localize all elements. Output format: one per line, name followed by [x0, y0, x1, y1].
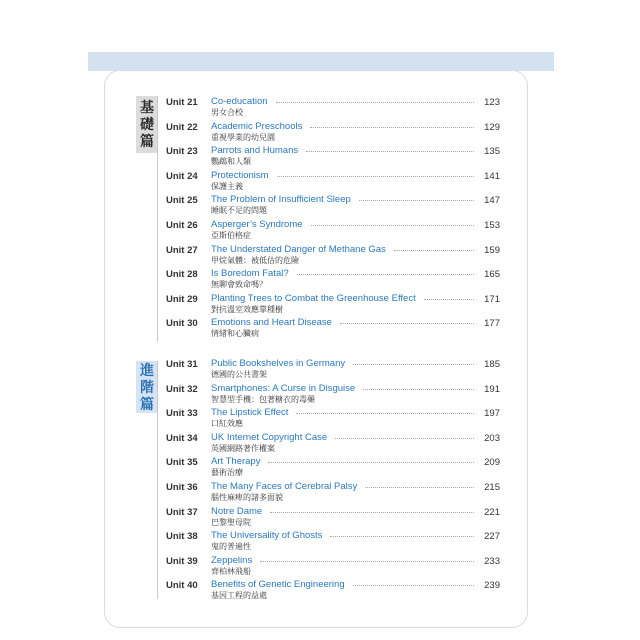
section-label-char: 礎: [140, 116, 154, 132]
unit-chinese-title: 對抗溫室效應靠種樹: [211, 305, 283, 314]
unit-title[interactable]: Zeppelins: [211, 555, 253, 566]
toc-entry[interactable]: [166, 383, 500, 407]
unit-title[interactable]: The Lipstick Effect: [211, 407, 289, 418]
unit-number: Unit 34: [166, 433, 198, 444]
unit-number: Unit 25: [166, 195, 198, 206]
dot-leader: [353, 364, 474, 365]
unit-chinese-title: 巴黎聖母院: [211, 518, 251, 527]
unit-number: Unit 24: [166, 171, 198, 182]
unit-chinese-title: 德國的公共書架: [211, 370, 267, 379]
dot-leader: [297, 274, 474, 275]
section-label-basic: [136, 96, 158, 153]
unit-chinese-title: 口紅效應: [211, 419, 243, 428]
dot-leader: [277, 176, 474, 177]
unit-title[interactable]: Asperger’s Syndrome: [211, 219, 303, 230]
dot-leader: [340, 323, 474, 324]
page-number: 221: [484, 507, 500, 518]
dot-leader: [363, 389, 474, 390]
dot-leader: [330, 536, 474, 537]
unit-number: Unit 33: [166, 408, 198, 419]
page-number: 171: [484, 294, 500, 305]
toc-entry[interactable]: [166, 121, 500, 145]
dot-leader: [359, 200, 474, 201]
toc-entry[interactable]: [166, 317, 500, 341]
unit-title[interactable]: Art Therapy: [211, 456, 261, 467]
dot-leader: [296, 413, 474, 414]
unit-chinese-title: 腦性麻痺的諸多面貌: [211, 493, 283, 502]
unit-title[interactable]: The Problem of Insufficient Sleep: [211, 194, 351, 205]
unit-chinese-title: 情緒和心臟病: [211, 329, 259, 338]
section-label-advanced: [136, 361, 158, 413]
section-label-char: 進: [140, 361, 154, 378]
unit-title[interactable]: Emotions and Heart Disease: [211, 317, 332, 328]
unit-number: Unit 22: [166, 122, 198, 133]
unit-title[interactable]: Co-education: [211, 96, 268, 107]
unit-number: Unit 23: [166, 146, 198, 157]
header-band: [88, 52, 554, 71]
page-number: 215: [484, 482, 500, 493]
unit-chinese-title: 齊柏林飛船: [211, 567, 251, 576]
dot-leader: [260, 561, 474, 562]
unit-title[interactable]: Academic Preschools: [211, 121, 303, 132]
toc-entry[interactable]: [166, 555, 500, 579]
section-divider: [157, 361, 158, 599]
unit-chinese-title: 基因工程的益處: [211, 591, 267, 600]
unit-title[interactable]: Protectionism: [211, 170, 269, 181]
dot-leader: [276, 102, 474, 103]
page-number: 203: [484, 433, 500, 444]
page-number: 159: [484, 245, 500, 256]
unit-title[interactable]: Benefits of Genetic Engineering: [211, 579, 345, 590]
unit-chinese-title: 男女合校: [211, 108, 243, 117]
dot-leader: [268, 462, 474, 463]
unit-number: Unit 37: [166, 507, 198, 518]
toc-entry[interactable]: [166, 96, 500, 120]
toc-entry[interactable]: [166, 456, 500, 480]
dot-leader: [310, 127, 474, 128]
unit-chinese-title: 智慧型手機：包著糖衣的毒藥: [211, 395, 315, 404]
unit-number: Unit 28: [166, 269, 198, 280]
unit-number: Unit 31: [166, 359, 198, 370]
toc-entry[interactable]: [166, 432, 500, 456]
unit-chinese-title: 重視學業的幼兒園: [211, 133, 275, 142]
page-number: 129: [484, 122, 500, 133]
unit-number: Unit 26: [166, 220, 198, 231]
toc-entry[interactable]: [166, 170, 500, 194]
page-number: 185: [484, 359, 500, 370]
toc-entry[interactable]: [166, 194, 500, 218]
toc-entry[interactable]: [166, 407, 500, 431]
toc-entry[interactable]: [166, 506, 500, 530]
unit-number: Unit 36: [166, 482, 198, 493]
section-label-char: 基: [140, 99, 154, 115]
page-number: 227: [484, 531, 500, 542]
unit-title[interactable]: Public Bookshelves in Germany: [211, 358, 346, 369]
dot-leader: [353, 585, 474, 586]
dot-leader: [394, 250, 474, 251]
unit-chinese-title: 睡眠不足的問題: [211, 206, 267, 215]
toc-entry[interactable]: [166, 219, 500, 243]
page-number: 135: [484, 146, 500, 157]
dot-leader: [424, 299, 474, 300]
unit-chinese-title: 英國網路著作權案: [211, 444, 275, 453]
unit-title[interactable]: Is Boredom Fatal?: [211, 268, 289, 279]
unit-number: Unit 39: [166, 556, 198, 567]
toc-entry[interactable]: [166, 579, 500, 603]
page-number: 123: [484, 97, 500, 108]
unit-title[interactable]: The Many Faces of Cerebral Palsy: [211, 481, 358, 492]
unit-number: Unit 29: [166, 294, 198, 305]
section-divider: [157, 96, 158, 342]
page-number: 239: [484, 580, 500, 591]
dot-leader: [335, 438, 474, 439]
dot-leader: [306, 151, 474, 152]
unit-chinese-title: 保護主義: [211, 182, 243, 191]
unit-chinese-title: 無聊會致命嗎？: [211, 280, 267, 289]
page-number: 233: [484, 556, 500, 567]
unit-title[interactable]: Smartphones: A Curse in Disguise: [211, 383, 356, 394]
section-label-char: 階: [140, 378, 154, 395]
dot-leader: [311, 225, 474, 226]
page-number: 191: [484, 384, 500, 395]
unit-title[interactable]: UK Internet Copyright Case: [211, 432, 328, 443]
unit-chinese-title: 亞斯伯格症: [211, 231, 251, 240]
toc-entry[interactable]: [166, 244, 500, 268]
unit-title[interactable]: The Understated Danger of Methane Gas: [211, 244, 386, 255]
dot-leader: [270, 512, 474, 513]
unit-number: Unit 21: [166, 97, 198, 108]
unit-title[interactable]: The Universality of Ghosts: [211, 530, 323, 541]
toc-entry[interactable]: [166, 481, 500, 505]
unit-chinese-title: 甲烷氣體：被低估的危險: [211, 256, 299, 265]
page-number: 147: [484, 195, 500, 206]
unit-number: Unit 35: [166, 457, 198, 468]
page-number: 153: [484, 220, 500, 231]
unit-chinese-title: 藝術治療: [211, 468, 243, 477]
page-number: 165: [484, 269, 500, 280]
unit-number: Unit 38: [166, 531, 198, 542]
toc-entry[interactable]: [166, 145, 500, 169]
unit-chinese-title: 鸚鵡和人類: [211, 157, 251, 166]
page-number: 209: [484, 457, 500, 468]
toc-entry[interactable]: [166, 358, 500, 382]
toc-entry[interactable]: [166, 530, 500, 554]
dot-leader: [365, 487, 474, 488]
unit-title[interactable]: Notre Dame: [211, 506, 263, 517]
unit-title[interactable]: Parrots and Humans: [211, 145, 299, 156]
page-number: 197: [484, 408, 500, 419]
unit-number: Unit 40: [166, 580, 198, 591]
unit-number: Unit 32: [166, 384, 198, 395]
unit-chinese-title: 鬼的普遍性: [211, 542, 251, 551]
page-number: 141: [484, 171, 500, 182]
page-number: 177: [484, 318, 500, 329]
unit-title[interactable]: Planting Trees to Combat the Greenhouse Effect: [211, 293, 416, 304]
toc-entry[interactable]: [166, 268, 500, 292]
unit-number: Unit 27: [166, 245, 198, 256]
section-label-char: 篇: [140, 395, 154, 412]
toc-entry[interactable]: [166, 293, 500, 317]
unit-number: Unit 30: [166, 318, 198, 329]
section-label-char: 篇: [140, 133, 154, 149]
